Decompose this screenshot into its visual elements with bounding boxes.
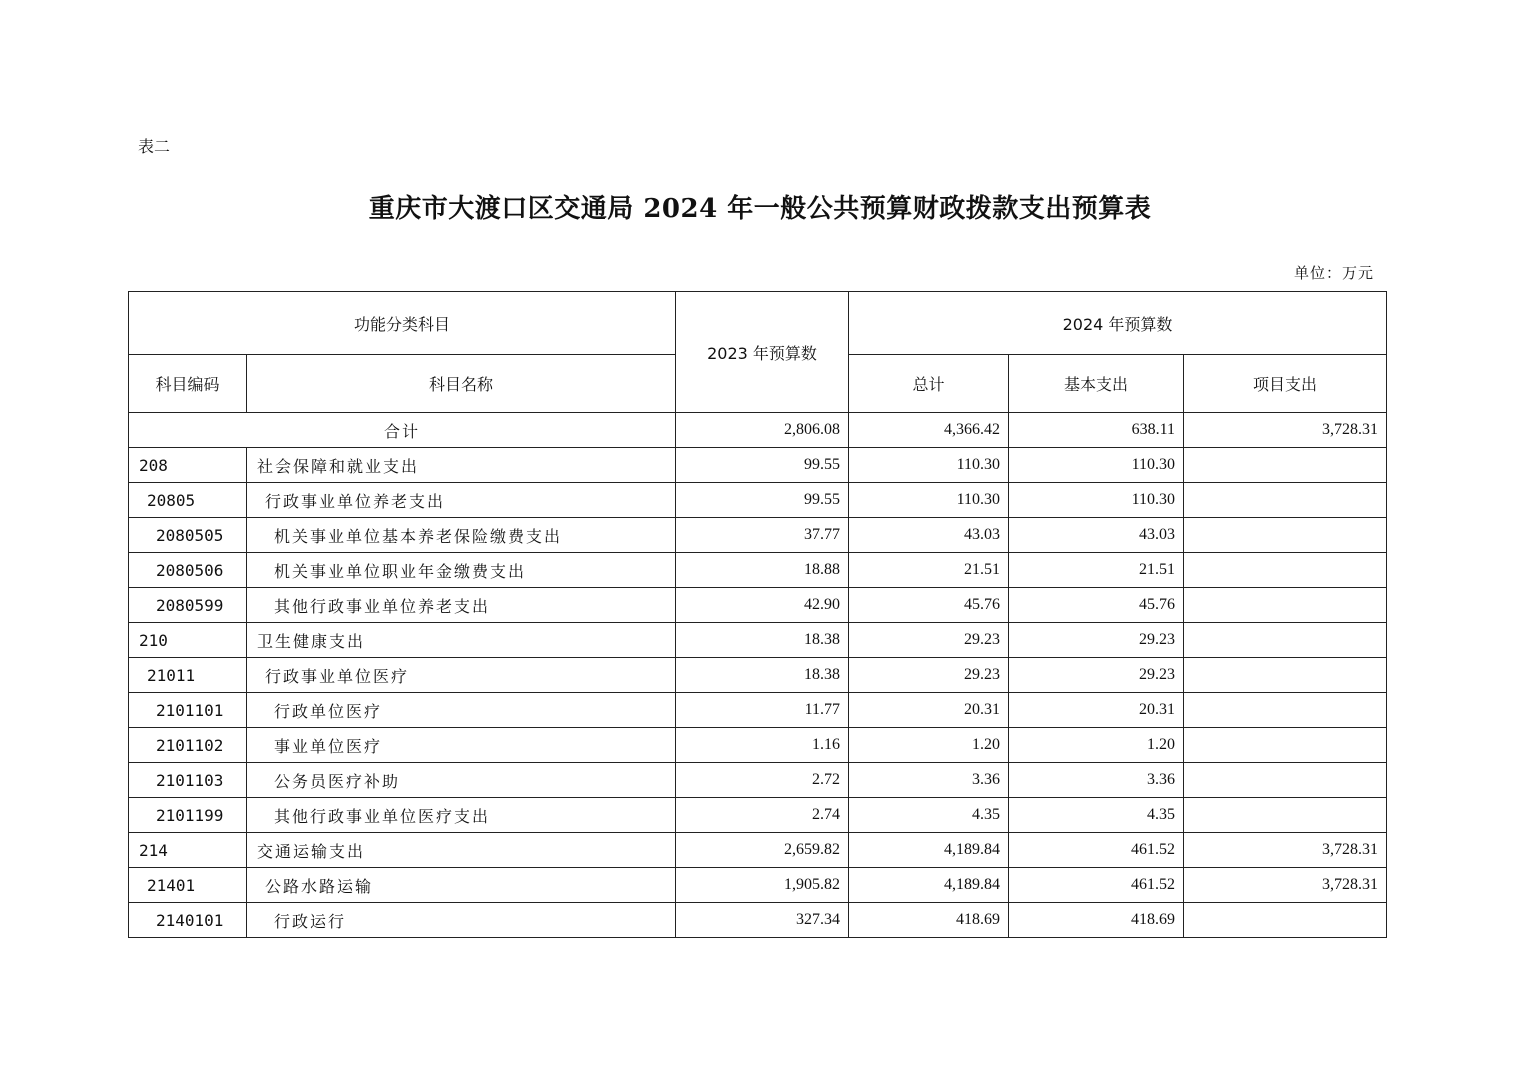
row-basic: 21.51 (1009, 553, 1184, 588)
row-code: 2080599 (129, 588, 247, 623)
row-project (1184, 763, 1387, 798)
row-basic: 4.35 (1009, 798, 1184, 833)
row-name: 行政事业单位养老支出 (247, 483, 676, 518)
row-basic: 29.23 (1009, 658, 1184, 693)
row-total: 418.69 (849, 903, 1009, 938)
row-name: 其他行政事业单位医疗支出 (247, 798, 676, 833)
row-basic: 20.31 (1009, 693, 1184, 728)
row-name: 事业单位医疗 (247, 728, 676, 763)
row-name: 卫生健康支出 (247, 623, 676, 658)
table-row (129, 623, 1387, 658)
row-basic: 43.03 (1009, 518, 1184, 553)
row-project (1184, 798, 1387, 833)
row-total: 4,189.84 (849, 868, 1009, 903)
total-row-b2023: 2,806.08 (676, 413, 849, 448)
row-name: 公务员医疗补助 (247, 763, 676, 798)
row-project (1184, 518, 1387, 553)
row-name: 交通运输支出 (247, 833, 676, 868)
row-total: 1.20 (849, 728, 1009, 763)
header-budget-2024: 2024 年预算数 (849, 292, 1387, 355)
row-total: 20.31 (849, 693, 1009, 728)
row-budget-2023: 11.77 (676, 693, 849, 728)
row-budget-2023: 2.74 (676, 798, 849, 833)
total-row-project: 3,728.31 (1184, 413, 1387, 448)
row-budget-2023: 18.88 (676, 553, 849, 588)
row-basic: 461.52 (1009, 868, 1184, 903)
row-name: 行政运行 (247, 903, 676, 938)
row-code: 2101103 (129, 763, 247, 798)
table-row (129, 833, 1387, 868)
table-row (129, 658, 1387, 693)
row-project (1184, 483, 1387, 518)
table-row (129, 868, 1387, 903)
table-row (129, 728, 1387, 763)
row-name: 公路水路运输 (247, 868, 676, 903)
row-code: 2101102 (129, 728, 247, 763)
unit-label: 单位：万元 (1293, 264, 1374, 282)
table-row (129, 693, 1387, 728)
row-code: 2101101 (129, 693, 247, 728)
row-total: 4.35 (849, 798, 1009, 833)
row-budget-2023: 18.38 (676, 623, 849, 658)
row-total: 45.76 (849, 588, 1009, 623)
row-name: 社会保障和就业支出 (247, 448, 676, 483)
row-name: 机关事业单位基本养老保险缴费支出 (247, 518, 676, 553)
row-total: 4,189.84 (849, 833, 1009, 868)
row-code: 210 (129, 623, 247, 658)
row-basic: 45.76 (1009, 588, 1184, 623)
row-project: 3,728.31 (1184, 868, 1387, 903)
row-code: 2080505 (129, 518, 247, 553)
table-row (129, 518, 1387, 553)
row-project (1184, 693, 1387, 728)
row-budget-2023: 2.72 (676, 763, 849, 798)
row-basic: 110.30 (1009, 448, 1184, 483)
row-budget-2023: 42.90 (676, 588, 849, 623)
row-code: 214 (129, 833, 247, 868)
table-row (129, 903, 1387, 938)
row-budget-2023: 99.55 (676, 448, 849, 483)
total-row (129, 413, 1387, 448)
header-name: 科目名称 (247, 355, 676, 413)
row-total: 29.23 (849, 623, 1009, 658)
row-total: 110.30 (849, 448, 1009, 483)
row-total: 110.30 (849, 483, 1009, 518)
row-basic: 110.30 (1009, 483, 1184, 518)
row-project (1184, 448, 1387, 483)
total-row-basic: 638.11 (1009, 413, 1184, 448)
row-total: 3.36 (849, 763, 1009, 798)
row-basic: 29.23 (1009, 623, 1184, 658)
header-total: 总计 (849, 355, 1009, 413)
row-code: 208 (129, 448, 247, 483)
row-total: 21.51 (849, 553, 1009, 588)
row-basic: 418.69 (1009, 903, 1184, 938)
row-basic: 3.36 (1009, 763, 1184, 798)
row-budget-2023: 1,905.82 (676, 868, 849, 903)
page-title: 重庆市大渡口区交通局 2024 年一般公共预算财政拨款支出预算表 (368, 194, 1152, 224)
row-budget-2023: 99.55 (676, 483, 849, 518)
row-name: 其他行政事业单位养老支出 (247, 588, 676, 623)
table-row (129, 588, 1387, 623)
header-code: 科目编码 (129, 355, 247, 413)
row-name: 行政事业单位医疗 (247, 658, 676, 693)
header-basic: 基本支出 (1009, 355, 1184, 413)
row-project (1184, 623, 1387, 658)
table-row (129, 448, 1387, 483)
row-project (1184, 658, 1387, 693)
row-basic: 1.20 (1009, 728, 1184, 763)
row-project (1184, 728, 1387, 763)
row-total: 29.23 (849, 658, 1009, 693)
row-name: 行政单位医疗 (247, 693, 676, 728)
total-row-total: 4,366.42 (849, 413, 1009, 448)
row-code: 21401 (129, 868, 247, 903)
row-code: 21011 (129, 658, 247, 693)
row-total: 43.03 (849, 518, 1009, 553)
total-row-label: 合计 (129, 413, 676, 448)
table-row (129, 763, 1387, 798)
row-budget-2023: 37.77 (676, 518, 849, 553)
header-budget-2023: 2023 年预算数 (676, 292, 849, 413)
row-name: 机关事业单位职业年金缴费支出 (247, 553, 676, 588)
budget-table (128, 291, 1387, 938)
row-code: 20805 (129, 483, 247, 518)
row-project (1184, 553, 1387, 588)
header-row-1 (129, 292, 1387, 355)
table-row (129, 553, 1387, 588)
row-basic: 461.52 (1009, 833, 1184, 868)
row-project (1184, 588, 1387, 623)
row-budget-2023: 327.34 (676, 903, 849, 938)
table-row (129, 483, 1387, 518)
table-label: 表二 (138, 137, 171, 156)
header-project: 项目支出 (1184, 355, 1387, 413)
row-project (1184, 903, 1387, 938)
row-budget-2023: 1.16 (676, 728, 849, 763)
table-row (129, 798, 1387, 833)
row-code: 2101199 (129, 798, 247, 833)
row-code: 2140101 (129, 903, 247, 938)
row-code: 2080506 (129, 553, 247, 588)
row-budget-2023: 18.38 (676, 658, 849, 693)
row-budget-2023: 2,659.82 (676, 833, 849, 868)
header-func-category: 功能分类科目 (129, 292, 676, 355)
row-project: 3,728.31 (1184, 833, 1387, 868)
